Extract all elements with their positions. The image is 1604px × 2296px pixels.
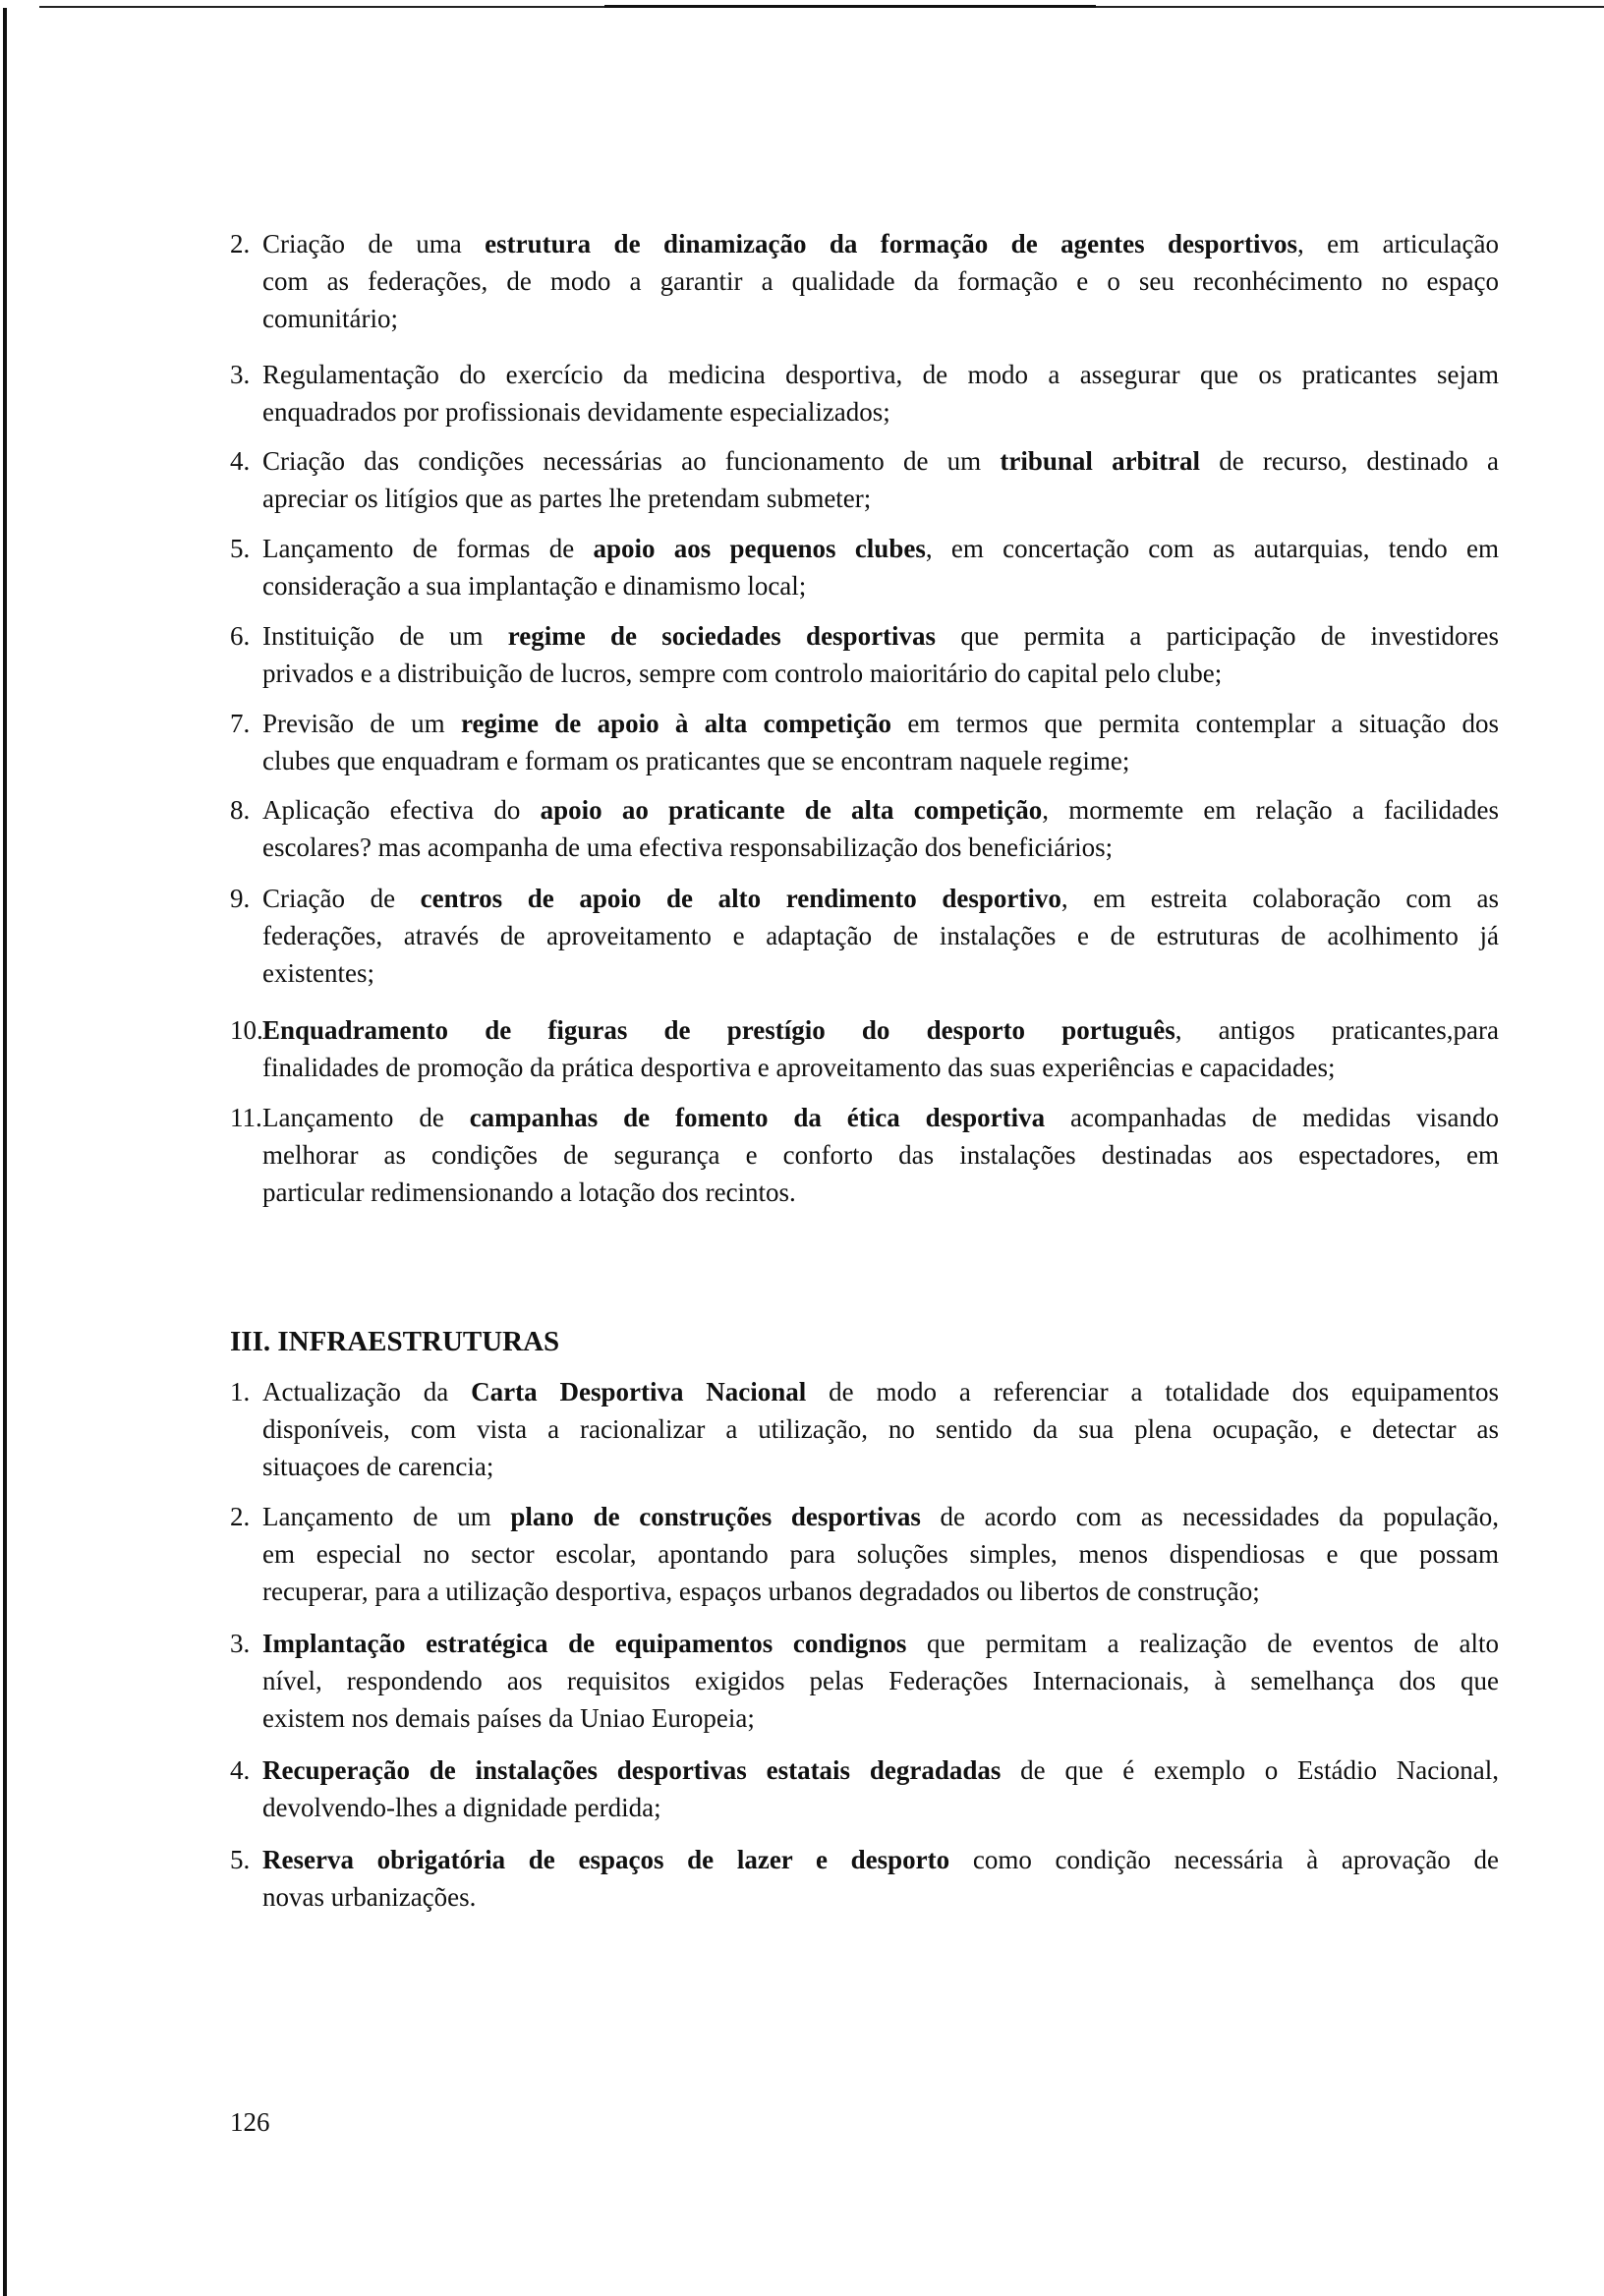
text-segment: , em articulação — [1297, 229, 1499, 258]
list-item-number: 4. — [230, 446, 251, 476]
bold-phrase: Implantação estratégica de equipamentos condignos — [262, 1629, 907, 1658]
list-item-number: 4. — [230, 1755, 251, 1785]
text-line — [262, 1498, 1499, 1535]
text-segment: Instituição de um — [262, 621, 508, 651]
list-item-number: 3. — [230, 360, 251, 389]
bold-phrase: Enquadramento de figuras de prestígio do desporto português — [262, 1015, 1175, 1045]
text-segment: finalidades de promoção da prática desportiva e aproveitamento das suas experiências e capacidades; — [262, 1053, 1336, 1082]
text-line — [262, 530, 1499, 567]
text-segment: devolvendo-lhes a dignidade perdida; — [262, 1793, 661, 1822]
text-segment: Previsão de um — [262, 709, 461, 738]
text-line — [262, 1049, 1499, 1086]
text-segment: , em concertação com as autarquias, tendo em — [925, 534, 1500, 563]
list-item-number: 5. — [230, 534, 251, 563]
list-item — [230, 225, 1499, 337]
text-segment: em especial no sector escolar, apontando para soluções simples, menos dispendiosas e que possam — [262, 1539, 1499, 1569]
text-line — [262, 442, 1499, 480]
text-line — [262, 1751, 1499, 1789]
bold-phrase: Carta Desportiva Nacional — [471, 1377, 807, 1406]
text-line — [262, 742, 1499, 779]
text-line — [262, 829, 1499, 866]
list-item — [230, 1751, 1499, 1826]
bold-phrase: estrutura de dinamização da formação de agentes desportivos — [485, 229, 1297, 258]
text-segment: com as federações, de modo a garantir a qualidade da formação e o seu reconhécimento no espaço — [262, 266, 1499, 296]
text-segment: acompanhadas de medidas visando — [1045, 1103, 1500, 1132]
text-line — [262, 917, 1499, 954]
text-segment: clubes que enquadram e formam os praticantes que se encontram naquele regime; — [262, 746, 1130, 775]
text-segment: Criação das condições necessárias ao funcionamento de um — [262, 446, 1001, 476]
text-segment: existem nos demais países da Uniao Europeia; — [262, 1703, 755, 1733]
list-item-number: 9. — [230, 884, 251, 913]
bold-phrase: centros de apoio de alto rendimento desportivo — [420, 884, 1061, 913]
text-segment: situaçoes de carencia; — [262, 1452, 494, 1481]
bold-phrase: apoio aos pequenos clubes — [593, 534, 926, 563]
text-line — [262, 655, 1499, 692]
text-segment: Aplicação efectiva do — [262, 795, 541, 825]
text-segment: Actualização da — [262, 1377, 472, 1406]
bold-phrase: plano de construções desportivas — [510, 1502, 921, 1531]
list-item — [230, 1011, 1499, 1086]
list-item-number: 1. — [230, 1377, 251, 1406]
text-segment: privados e a distribuição de lucros, sempre com controlo maioritário do capital pelo clube; — [262, 659, 1223, 688]
text-segment: novas urbanizações. — [262, 1882, 477, 1912]
text-line — [262, 791, 1499, 829]
text-line — [262, 1174, 1499, 1211]
bold-phrase: regime de apoio à alta competição — [460, 709, 892, 738]
text-line — [262, 356, 1499, 393]
text-line — [262, 262, 1499, 300]
text-line — [262, 1878, 1499, 1916]
text-line — [262, 1373, 1499, 1410]
text-segment: Criação de — [262, 884, 421, 913]
scan-border-top-thick — [604, 5, 1096, 8]
text-segment: Lançamento de — [262, 1103, 470, 1132]
list-item — [230, 1841, 1499, 1916]
bold-phrase: Reserva obrigatória de espaços de lazer e desporto — [262, 1845, 950, 1874]
text-segment: de acordo com as necessidades da população, — [920, 1502, 1500, 1531]
text-line — [262, 300, 1499, 337]
text-line — [262, 1841, 1499, 1878]
text-segment: existentes; — [262, 958, 374, 988]
text-segment: que permita a participação de investidores — [936, 621, 1499, 651]
list-item — [230, 530, 1499, 604]
list-item — [230, 356, 1499, 430]
text-line — [262, 954, 1499, 992]
list-item — [230, 1498, 1499, 1610]
text-line — [262, 1535, 1499, 1573]
list-item — [230, 1373, 1499, 1485]
text-segment: consideração a sua implantação e dinamismo local; — [262, 571, 807, 601]
text-line — [262, 1625, 1499, 1662]
list-item — [230, 705, 1499, 779]
scan-border-left — [3, 8, 7, 2296]
text-line — [262, 567, 1499, 604]
text-segment: de recurso, destinado a — [1200, 446, 1499, 476]
list-item — [230, 1625, 1499, 1737]
text-segment: apreciar os litígios que as partes lhe pretendam submeter; — [262, 484, 872, 513]
list-item — [230, 880, 1499, 992]
text-segment: Lançamento de formas de — [262, 534, 594, 563]
list-item-number: 8. — [230, 795, 251, 825]
list-item — [230, 791, 1499, 866]
list-item-number: 5. — [230, 1845, 251, 1874]
list-item-number: 10. — [230, 1015, 263, 1045]
text-segment: Regulamentação do exercício da medicina desportiva, de modo a assegurar que os praticantes sejam — [262, 360, 1499, 389]
text-segment: , em estreita colaboração com as — [1060, 884, 1499, 913]
text-segment: , mormemte em relação a facilidades — [1042, 795, 1499, 825]
list-item-number: 11. — [230, 1103, 262, 1132]
list-item-number: 6. — [230, 621, 251, 651]
text-line — [262, 225, 1499, 262]
list-item-number: 2. — [230, 1502, 251, 1531]
list-item-number: 2. — [230, 229, 251, 258]
bold-phrase: campanhas de fomento da ética desportiva — [469, 1103, 1046, 1132]
bold-phrase: regime de sociedades desportivas — [507, 621, 937, 651]
list-item — [230, 1099, 1499, 1211]
bold-phrase: tribunal arbitral — [1000, 446, 1201, 476]
text-segment: como condição necessária à aprovação de — [949, 1845, 1499, 1874]
text-line — [262, 1789, 1499, 1826]
text-segment: Lançamento de um — [262, 1502, 511, 1531]
text-line — [262, 1136, 1499, 1174]
text-line — [262, 1573, 1499, 1610]
text-line — [262, 480, 1499, 517]
text-line — [262, 617, 1499, 655]
text-segment: nível, respondendo aos requisitos exigidos pelas Federações Internacionais, à semelhança dos que — [262, 1666, 1499, 1695]
text-segment: que permitam a realização de eventos de alto — [906, 1629, 1500, 1658]
list-item — [230, 442, 1499, 517]
bold-phrase: apoio ao praticante de alta competição — [540, 795, 1043, 825]
text-segment: recuperar, para a utilização desportiva, espaços urbanos degradados ou libertos de construção; — [262, 1577, 1260, 1606]
list-item-number: 7. — [230, 709, 251, 738]
text-line — [262, 1410, 1499, 1448]
text-segment: escolares? mas acompanha de uma efectiva responsabilização dos beneficiários; — [262, 832, 1114, 862]
text-segment: enquadrados por profissionais devidamente especializados; — [262, 397, 890, 427]
text-segment: particular redimensionando a lotação dos recintos. — [262, 1177, 796, 1207]
text-segment: federações, através de aproveitamento e adaptação de instalações e de estruturas de acolhimento já — [262, 921, 1499, 950]
text-segment: de modo a referenciar a totalidade dos equipamentos — [806, 1377, 1499, 1406]
text-segment: , antigos praticantes,para — [1174, 1015, 1499, 1045]
text-line — [262, 1448, 1499, 1485]
text-line — [262, 880, 1499, 917]
page-number: 126 — [230, 2107, 270, 2137]
section-heading-infraestruturas: III. INFRAESTRUTURAS — [230, 1326, 560, 1357]
text-line — [262, 1099, 1499, 1136]
text-segment: disponíveis, com vista a racionalizar a utilização, no sentido da sua plena ocupação, e detectar as — [262, 1414, 1499, 1444]
text-line — [262, 1662, 1499, 1699]
text-segment: Criação de uma — [262, 229, 486, 258]
list-item-number: 3. — [230, 1629, 251, 1658]
text-segment: de que é exemplo o Estádio Nacional, — [1001, 1755, 1499, 1785]
text-segment: comunitário; — [262, 304, 398, 333]
text-line — [262, 705, 1499, 742]
bold-phrase: Recuperação de instalações desportivas estatais degradadas — [262, 1755, 1002, 1785]
text-line — [262, 1011, 1499, 1049]
text-segment: em termos que permita contemplar a situação dos — [891, 709, 1499, 738]
text-line — [262, 1699, 1499, 1737]
list-item — [230, 617, 1499, 692]
text-segment: melhorar as condições de segurança e conforto das instalações destinadas aos espectadores, em — [262, 1140, 1499, 1170]
text-line — [262, 393, 1499, 430]
